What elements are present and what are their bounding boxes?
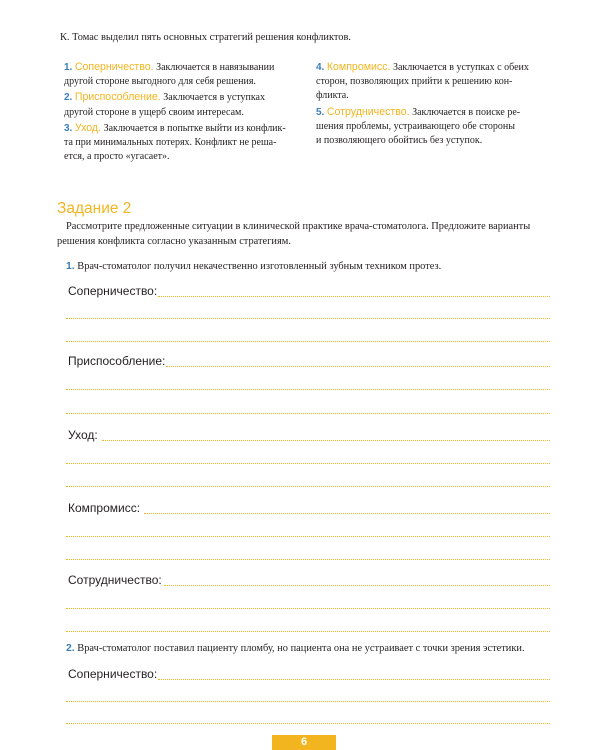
strategies-left-column xyxy=(64,60,304,165)
question-text: Врач-стоматолог поставил пациенту пломбу, но пациента она не устраивает с точки зрения эстетики. xyxy=(77,643,525,654)
strategy-desc: другой стороне в ущерб своим интересам. xyxy=(64,106,244,118)
strategy-desc: шения проблемы, устраивающего обе стороны xyxy=(316,120,515,132)
strategy-name: Соперничество. xyxy=(74,61,154,73)
strategy-cooperation xyxy=(316,105,554,149)
question-number: 2. xyxy=(66,643,75,654)
strategy-name: Сотрудничество. xyxy=(326,105,410,118)
label-withdrawal: Уход: xyxy=(68,428,98,442)
strategy-desc: Заключается в попытке выйти из конфлик- xyxy=(103,122,286,134)
intro-text: К. Томас выделил пять основных стратегий решения конфликтов. xyxy=(60,32,351,43)
label-rivalry: Соперничество: xyxy=(68,284,158,298)
answer-line[interactable] xyxy=(164,585,550,586)
answer-line[interactable] xyxy=(66,318,550,319)
answer-line[interactable] xyxy=(66,486,550,487)
task-text-line: решения конфликта согласно указанным стратегиям. xyxy=(57,236,291,247)
answer-line[interactable] xyxy=(66,389,550,390)
answer-line[interactable] xyxy=(66,463,550,464)
strategy-desc: та при минимальных потерях. Конфликт не реша- xyxy=(64,137,277,149)
answer-line[interactable] xyxy=(158,296,550,297)
question-2 xyxy=(66,643,525,654)
page-number: 6 xyxy=(272,735,336,750)
strategy-withdrawal xyxy=(64,121,304,165)
task-title: Задание 2 xyxy=(57,200,132,217)
answer-line[interactable] xyxy=(66,631,550,632)
answer-line[interactable] xyxy=(102,440,550,441)
strategy-desc: Заключается в навязывании xyxy=(156,62,275,73)
label-adaptation: Приспособление: xyxy=(68,354,166,368)
strategy-name: Уход. xyxy=(74,121,102,134)
answer-line[interactable] xyxy=(158,679,550,680)
strategy-number: 5. xyxy=(316,106,325,118)
label-rivalry-2: Соперничество: xyxy=(68,667,158,681)
strategy-desc: сторон, позволяющих прийти к решению кон- xyxy=(316,76,513,88)
strategy-number: 1. xyxy=(64,62,73,73)
answer-line[interactable] xyxy=(66,413,550,414)
answer-line[interactable] xyxy=(66,608,550,609)
label-cooperation: Сотрудничество: xyxy=(68,573,162,587)
answer-line[interactable] xyxy=(66,701,550,702)
strategy-desc: Заключается в уступках с обеих xyxy=(392,62,529,73)
strategies-right-column xyxy=(316,60,554,149)
strategy-desc: и позволяющего обойтись без уступок. xyxy=(316,135,483,147)
question-number: 1. xyxy=(66,261,75,272)
answer-line[interactable] xyxy=(144,513,550,514)
answer-line[interactable] xyxy=(166,366,550,367)
question-1 xyxy=(66,261,441,272)
strategy-desc: ется, а просто «угасает». xyxy=(64,151,170,163)
answer-line[interactable] xyxy=(66,341,550,342)
strategy-rivalry xyxy=(64,60,304,89)
strategy-name: Приспособление. xyxy=(74,91,161,104)
strategy-adaptation xyxy=(64,90,304,119)
answer-line[interactable] xyxy=(66,536,550,537)
strategy-desc: Заключается в поиске ре- xyxy=(412,106,521,118)
strategy-number: 2. xyxy=(64,92,73,104)
task-instructions xyxy=(57,219,557,249)
answer-line[interactable] xyxy=(66,723,550,724)
strategy-desc: фликта. xyxy=(316,90,349,102)
strategy-number: 3. xyxy=(64,122,73,134)
question-text: Врач-стоматолог получил некачественно изготовленный зубным техником протез. xyxy=(77,261,442,272)
answer-line[interactable] xyxy=(66,559,550,560)
strategy-desc: другой стороне выгодного для себя решения. xyxy=(64,76,256,88)
strategy-name: Компромисс. xyxy=(326,61,391,73)
strategy-compromise xyxy=(316,60,554,104)
strategy-number: 4. xyxy=(316,62,325,73)
label-compromise: Компромисс: xyxy=(68,501,141,515)
strategy-desc: Заключается в уступках xyxy=(163,92,265,104)
task-text-line: Рассмотрите предложенные ситуации в клинической практике врача-стоматолога. Предложите варианты xyxy=(66,221,531,232)
